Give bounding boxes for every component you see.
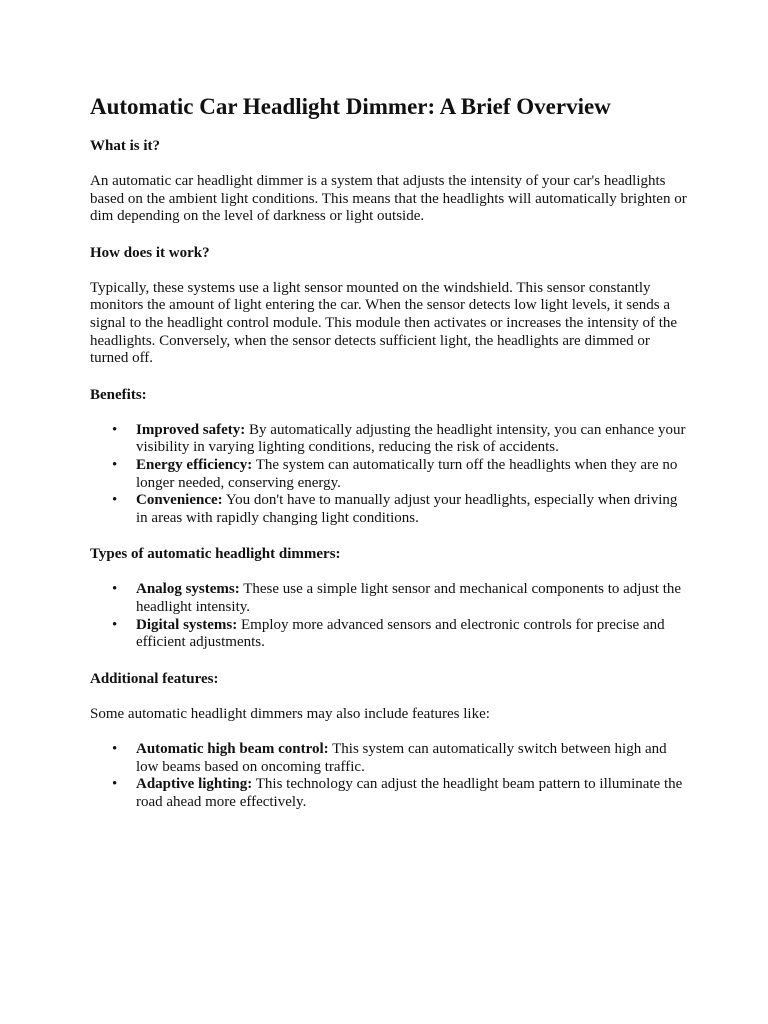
- bullet-icon: •: [112, 421, 118, 438]
- list-item-term: Convenience:: [136, 492, 223, 509]
- document-title: Automatic Car Headlight Dimmer: A Brief Overview: [90, 94, 611, 119]
- list-item-term: Energy efficiency:: [136, 456, 253, 473]
- bullet-icon: •: [112, 741, 118, 758]
- bullet-icon: •: [112, 616, 118, 633]
- document-page: [90, 93, 690, 830]
- list-item: [90, 581, 690, 616]
- list-item-term: Analog systems:: [136, 581, 240, 598]
- list-item: [90, 617, 690, 652]
- list-item-text: The system can automatically turn off the headlights when they are no longer needed, conserving energy.: [136, 456, 678, 491]
- section-heading-benefits: Benefits:: [90, 386, 147, 403]
- section-heading-how: How does it work?: [90, 244, 210, 261]
- bullet-icon: •: [112, 456, 118, 473]
- list-item-text: Employ more advanced sensors and electronic controls for precise and efficient adjustments.: [136, 616, 665, 651]
- section-heading-additional: Additional features:: [90, 670, 219, 687]
- list-item: [90, 776, 690, 811]
- section-paragraph-how: Typically, these systems use a light sensor mounted on the windshield. This sensor constantly monitors the amount of light entering the car. When the sensor detects low light levels, it sends a signal to the headlight control module. This module then activates or increases the intensity of the headlights. Conversely, when the sensor detects sufficient light, the headlights are dimmed or turned off.: [90, 279, 678, 367]
- bullet-icon: •: [112, 492, 118, 509]
- additional-features-list: [90, 741, 690, 811]
- list-item-term: Improved safety:: [136, 421, 246, 438]
- benefits-list: [90, 422, 690, 528]
- bullet-icon: •: [112, 776, 118, 793]
- section-paragraph-additional: Some automatic headlight dimmers may also include features like:: [90, 705, 490, 722]
- list-item: [90, 457, 690, 492]
- list-item: [90, 741, 690, 776]
- list-item-term: Adaptive lighting:: [136, 776, 253, 793]
- section-paragraph-what: An automatic car headlight dimmer is a system that adjusts the intensity of your car's headlights based on the ambient light conditions. This means that the headlights will automatically brighten or dim depending on the level of darkness or light outside.: [90, 173, 687, 225]
- list-item-text: By automatically adjusting the headlight intensity, you can enhance your visibility in varying lighting conditions, reducing the risk of accidents.: [136, 421, 686, 456]
- list-item: [90, 492, 690, 527]
- list-item-text: This system can automatically switch between high and low beams based on oncoming traffic.: [136, 741, 667, 775]
- list-item-text: These use a simple light sensor and mechanical components to adjust the headlight intensity.: [136, 581, 682, 615]
- list-item-text: This technology can adjust the headlight beam pattern to illuminate the road ahead more effectively.: [136, 776, 683, 811]
- list-item-text: You don't have to manually adjust your headlights, especially when driving in areas with rapidly changing light conditions.: [136, 492, 678, 526]
- list-item-term: Automatic high beam control:: [136, 741, 329, 758]
- section-heading-what: What is it?: [90, 138, 161, 154]
- bullet-icon: •: [112, 581, 118, 598]
- section-heading-types: Types of automatic headlight dimmers:: [90, 546, 341, 563]
- types-list: [90, 581, 690, 651]
- list-item: [90, 422, 690, 457]
- list-item-term: Digital systems:: [136, 616, 238, 633]
